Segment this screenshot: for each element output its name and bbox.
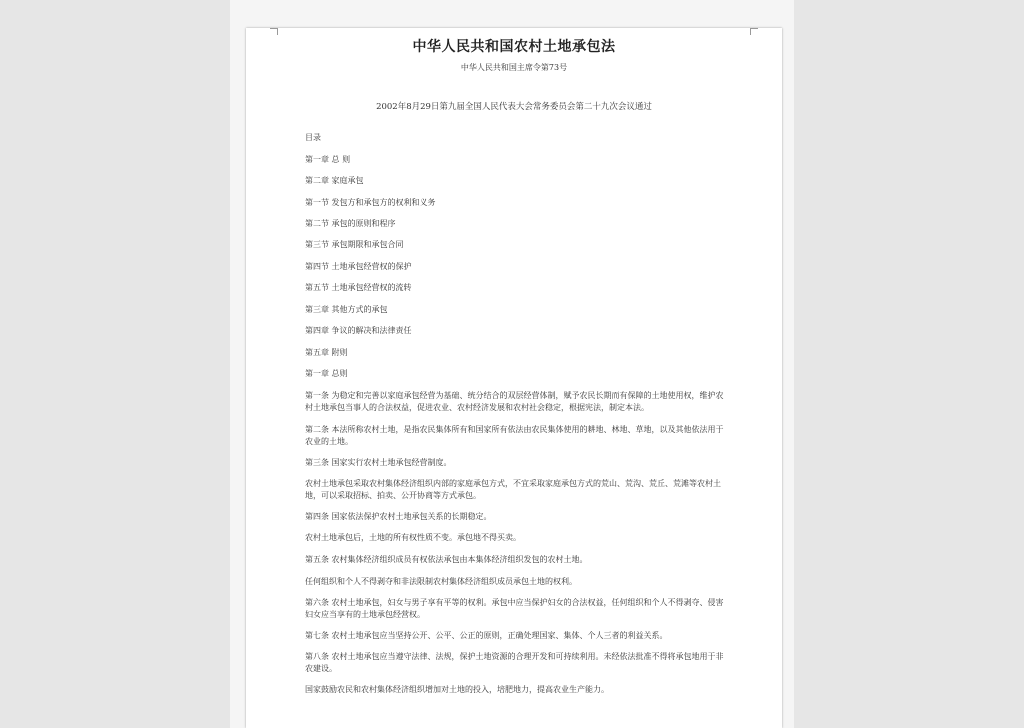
- article-5-paragraph: 任何组织和个人不得剥夺和非法限制农村集体经济组织成员承包土地的权利。: [305, 577, 577, 586]
- article-4-paragraph: 农村土地承包后，土地的所有权性质不变。承包地不得买卖。: [305, 533, 521, 542]
- toc-item: 第二章 家庭承包: [305, 176, 364, 185]
- toc-item: 第五节 土地承包经营权的流转: [305, 283, 412, 292]
- document-page: [246, 28, 782, 728]
- crop-mark: [750, 28, 751, 35]
- toc-item: 第三章 其他方式的承包: [305, 305, 388, 314]
- toc-item: 第一章 总 则: [305, 155, 351, 164]
- crop-mark: [751, 28, 758, 29]
- article-6: 第六条 农村土地承包，妇女与男子享有平等的权利。承包中应当保护妇女的合法权益，任何组织和个人不得剥夺、侵害妇女应当享有的土地承包经营权。: [305, 598, 724, 619]
- article-3-paragraph: 农村土地承包采取农村集体经济组织内部的家庭承包方式，不宜采取家庭承包方式的荒山、荒沟、荒丘、荒滩等农村土地，可以采取招标、拍卖、公开协商等方式承包。: [305, 479, 721, 500]
- article-3: 第三条 国家实行农村土地承包经营制度。: [305, 458, 452, 467]
- toc-item: 第四章 争议的解决和法律责任: [305, 326, 412, 335]
- toc-item: 第五章 附则: [305, 348, 348, 357]
- article-8: 第八条 农村土地承包应当遵守法律、法规，保护土地资源的合理开发和可持续利用。未经依法批准不得将承包地用于非农建设。: [305, 652, 724, 673]
- toc-item: 第四节 土地承包经营权的保护: [305, 262, 412, 271]
- chapter-heading: 第一章 总则: [305, 369, 348, 378]
- toc-item: 第二节 承包的原则和程序: [305, 219, 396, 228]
- crop-mark: [277, 28, 278, 35]
- article-8-paragraph: 国家鼓励农民和农村集体经济组织增加对土地的投入，培肥地力，提高农业生产能力。: [305, 685, 609, 694]
- toc-item: 第三节 承包期限和承包合同: [305, 240, 404, 249]
- adoption-note: 2002年8月29日第九届全国人民代表大会常务委员会第二十九次会议通过: [376, 102, 652, 112]
- article-1: 第一条 为稳定和完善以家庭承包经营为基础、统分结合的双层经营体制，赋予农民长期而有保障的土地使用权，维护农村土地承包当事人的合法权益，促进农业、农村经济发展和农村社会稳定，根据宪法，制定本法。: [305, 391, 724, 412]
- article-4: 第四条 国家依法保护农村土地承包关系的长期稳定。: [305, 512, 492, 521]
- article-7: 第七条 农村土地承包应当坚持公开、公平、公正的原则，正确处理国家、集体、个人三者的利益关系。: [305, 631, 668, 640]
- article-2: 第二条 本法所称农村土地，是指农民集体所有和国家所有依法由农民集体使用的耕地、林地、草地，以及其他依法用于农业的土地。: [305, 425, 724, 446]
- article-5: 第五条 农村集体经济组织成员有权依法承包由本集体经济组织发包的农村土地。: [305, 555, 588, 564]
- crop-mark: [270, 28, 277, 29]
- decree-number: 中华人民共和国主席令第73号: [460, 63, 568, 72]
- toc-heading: 目录: [305, 133, 321, 142]
- toc-item: 第一节 发包方和承包方的权利和义务: [305, 198, 436, 207]
- document-title: 中华人民共和国农村土地承包法: [412, 39, 616, 55]
